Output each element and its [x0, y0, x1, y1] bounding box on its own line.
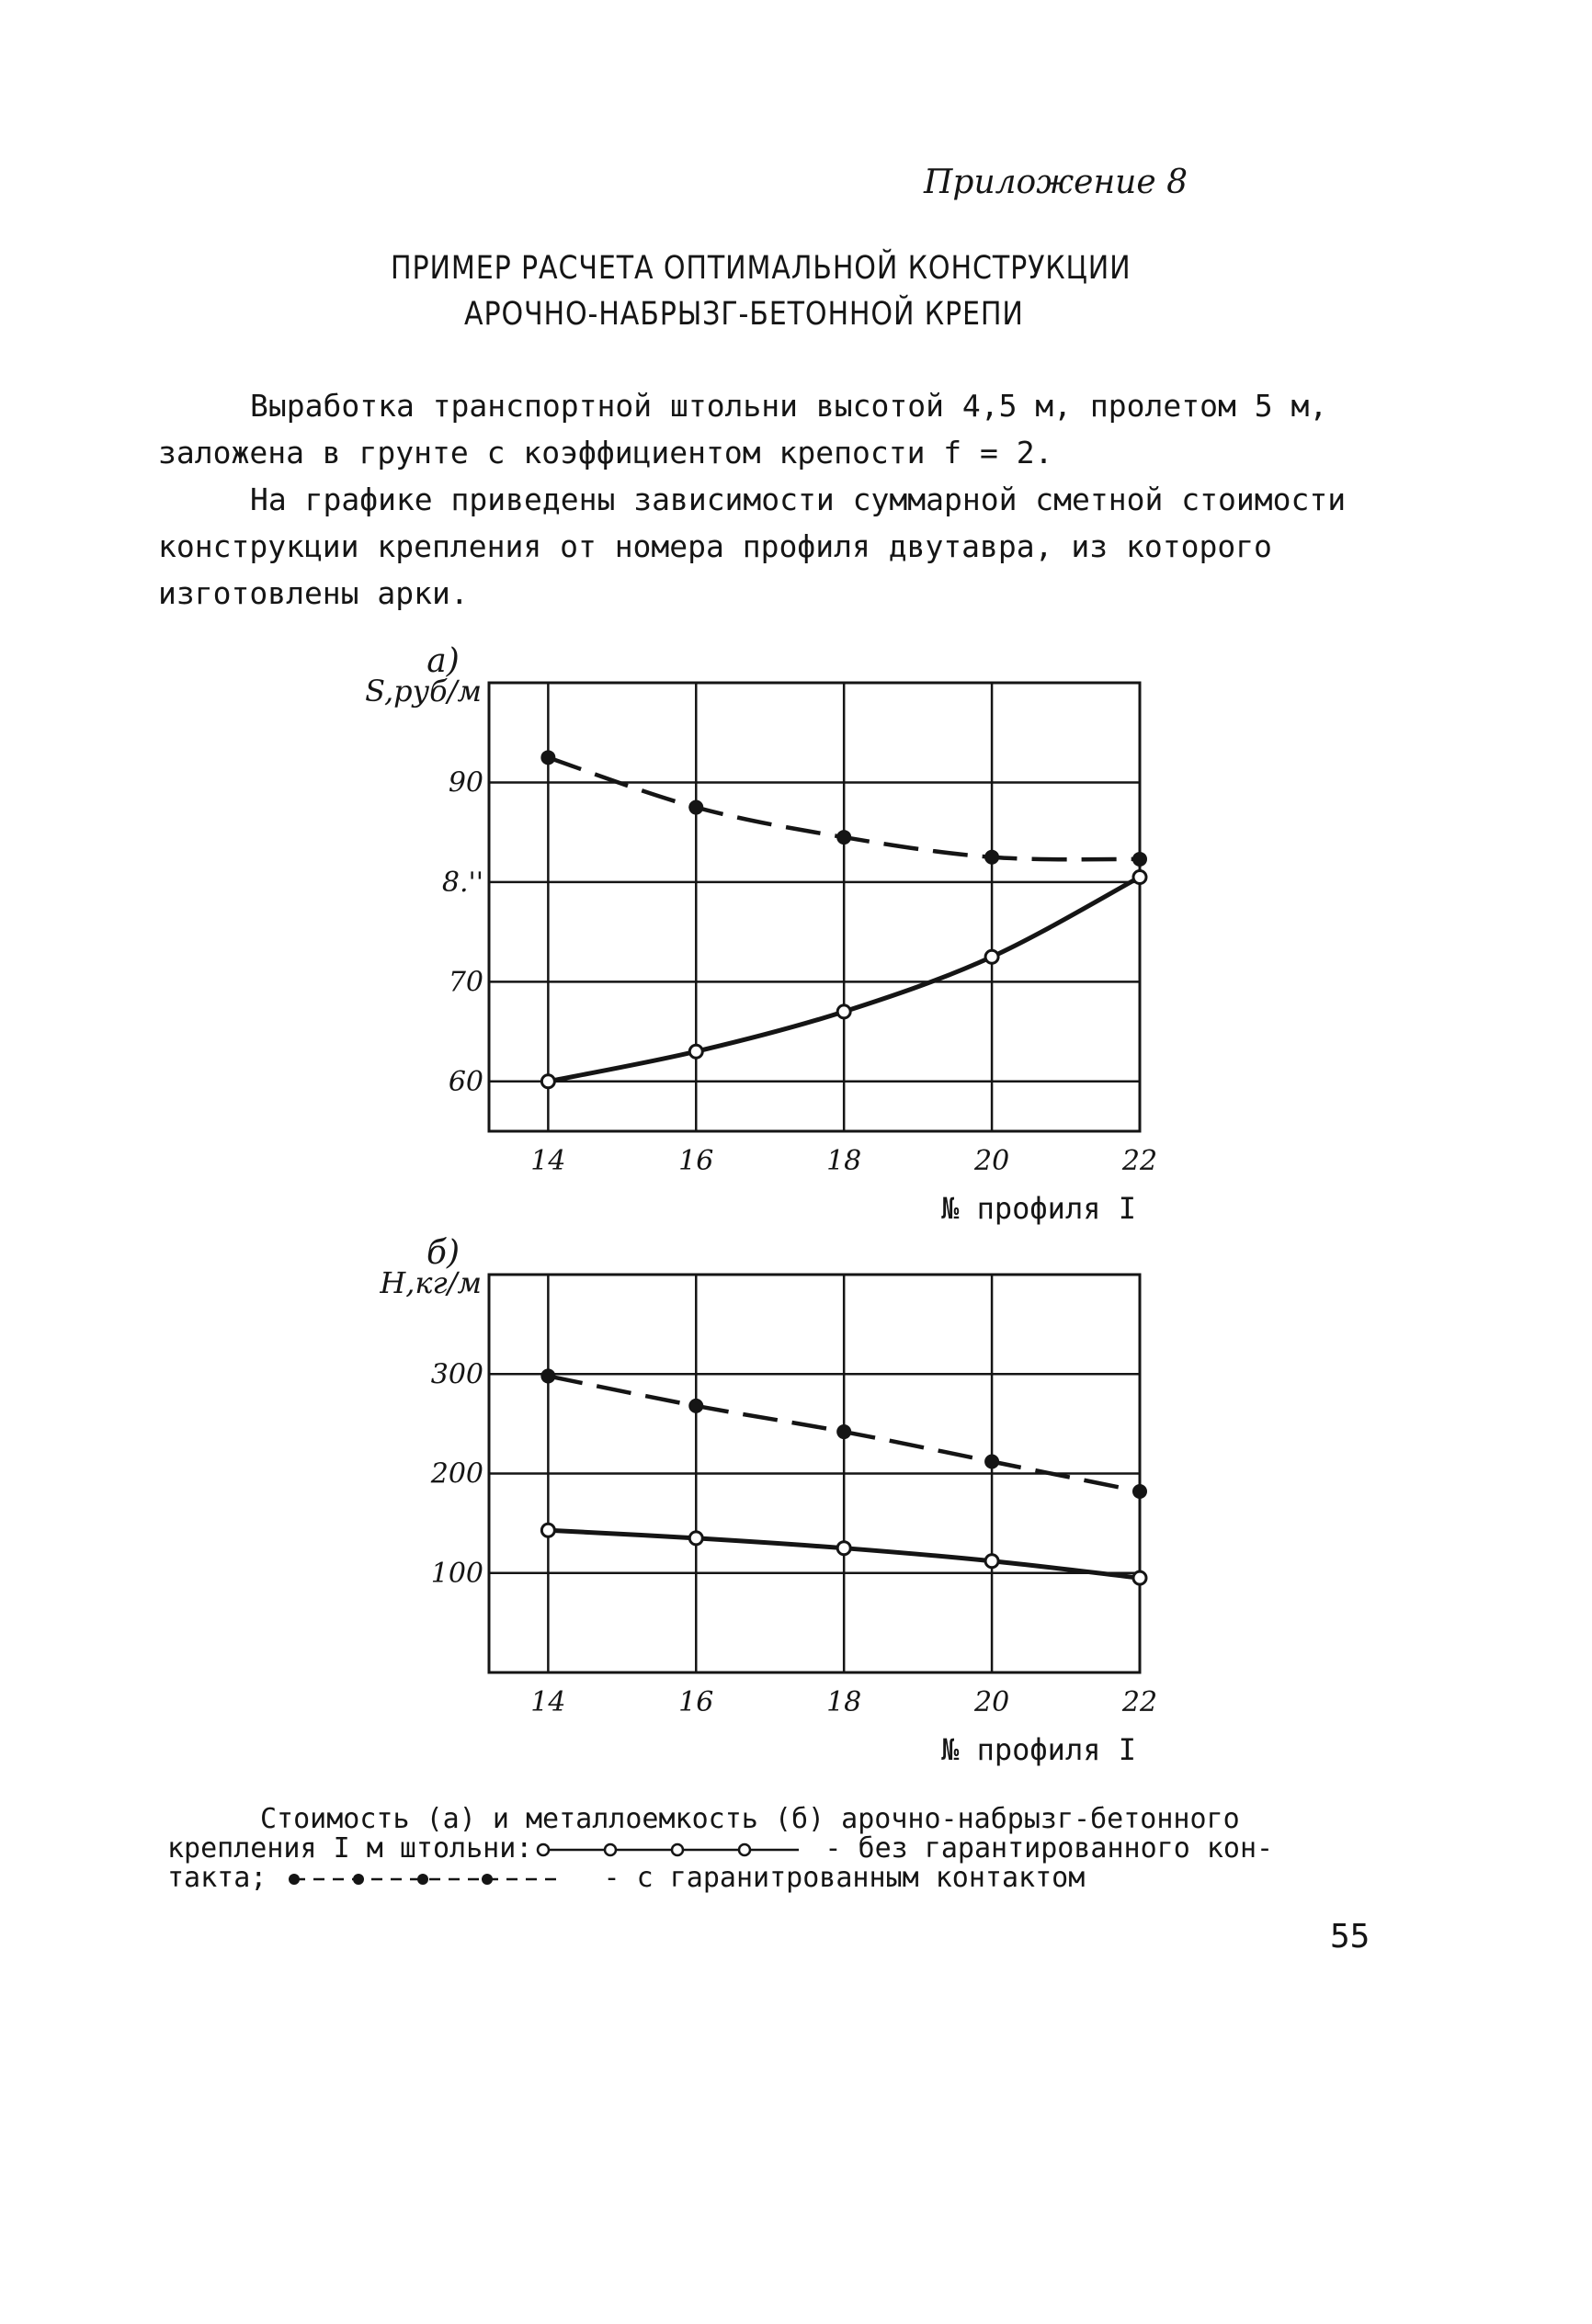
caption-line-1: Стоимость (а) и металлоемкость (б) арочно-набрызг-бетонного	[260, 1803, 1240, 1835]
y-tick-label: 90	[448, 766, 483, 799]
chart-panel-a	[365, 642, 1157, 1226]
y-tick-label: 300	[430, 1358, 483, 1391]
panel-label: а)	[426, 642, 460, 680]
y-tick-label: 70	[448, 966, 483, 999]
data-point-filled	[836, 1424, 851, 1439]
data-point-open	[541, 1524, 554, 1536]
x-axis-label: № профиля I	[941, 1191, 1136, 1226]
data-point-filled	[836, 830, 851, 845]
data-point-open	[689, 1532, 702, 1545]
data-point-open	[1133, 870, 1146, 883]
data-point-open	[689, 1045, 702, 1058]
data-point-filled	[688, 800, 703, 815]
x-tick-label: 22	[1121, 1686, 1158, 1718]
paragraph-1: Выработка транспортной штольни высотой 4,5 м, пролетом 5 м, заложена в грунте с коэффициентом крепости f = 2.	[158, 388, 1328, 470]
data-point-filled	[1132, 852, 1147, 867]
x-tick-label: 20	[973, 1145, 1010, 1177]
panel-label: б)	[426, 1234, 461, 1272]
data-point-open	[985, 950, 998, 963]
data-point-filled	[984, 1455, 999, 1469]
y-tick-label: 200	[430, 1457, 483, 1491]
data-point-open	[985, 1555, 998, 1568]
charts-svg	[331, 634, 1213, 1783]
caption-line-3-prefix: такта;	[167, 1862, 267, 1894]
x-tick-label: 22	[1121, 1145, 1158, 1177]
x-tick-label: 18	[826, 1145, 862, 1177]
x-tick-label: 16	[678, 1145, 714, 1177]
y-tick-label: 60	[448, 1065, 483, 1098]
data-point-open	[541, 1075, 554, 1088]
x-tick-label: 14	[530, 1145, 566, 1177]
x-tick-label: 16	[678, 1686, 714, 1718]
chart-panel-b	[379, 1234, 1157, 1767]
legend-solid-open-swatch	[532, 1841, 808, 1859]
data-point-open	[837, 1542, 850, 1555]
caption-line-3-suffix: - с гаранитрованным контактом	[570, 1862, 1086, 1894]
x-axis-label: № профиля I	[941, 1732, 1136, 1767]
data-point-filled	[540, 750, 555, 765]
data-point-open	[837, 1005, 850, 1018]
caption-line-2	[167, 1834, 1273, 1863]
caption-line-2-prefix: крепления I м штольни:	[167, 1832, 533, 1865]
legend-dashed-filled-swatch	[267, 1870, 570, 1888]
caption-line-2-suffix: - без гарантированного кон-	[808, 1832, 1274, 1865]
plot-frame	[489, 683, 1140, 1131]
y-axis-label: Н,кг/м	[380, 1265, 482, 1300]
y-tick-label: 8.''	[441, 866, 483, 899]
paragraph-2: На графике приведены зависимости суммарной сметной стоимости конструкции крепления от номера профиля двутавра, из которого изготовлены арки.	[158, 482, 1347, 611]
data-point-filled	[688, 1399, 703, 1413]
caption-line-3	[167, 1864, 1085, 1892]
title-line-1: ПРИМЕР РАСЧЕТА ОПТИМАЛЬНОЙ КОНСТРУКЦИИ	[391, 250, 1131, 287]
title-line-2: АРОЧНО-НАБРЫЗГ-БЕТОННОЙ КРЕПИ	[464, 296, 1024, 333]
charts-figure	[331, 634, 1213, 1783]
data-point-filled	[984, 850, 999, 865]
data-point-filled	[1132, 1484, 1147, 1499]
data-point-filled	[540, 1368, 555, 1383]
appendix-label: Приложение 8	[924, 164, 1188, 201]
y-axis-label: S,руб/м	[365, 674, 482, 709]
x-tick-label: 18	[826, 1686, 862, 1718]
page-number: 55	[1330, 1918, 1370, 1956]
data-point-open	[1133, 1571, 1146, 1584]
y-tick-label: 100	[430, 1557, 483, 1590]
x-tick-label: 20	[973, 1686, 1010, 1718]
x-tick-label: 14	[530, 1686, 566, 1718]
